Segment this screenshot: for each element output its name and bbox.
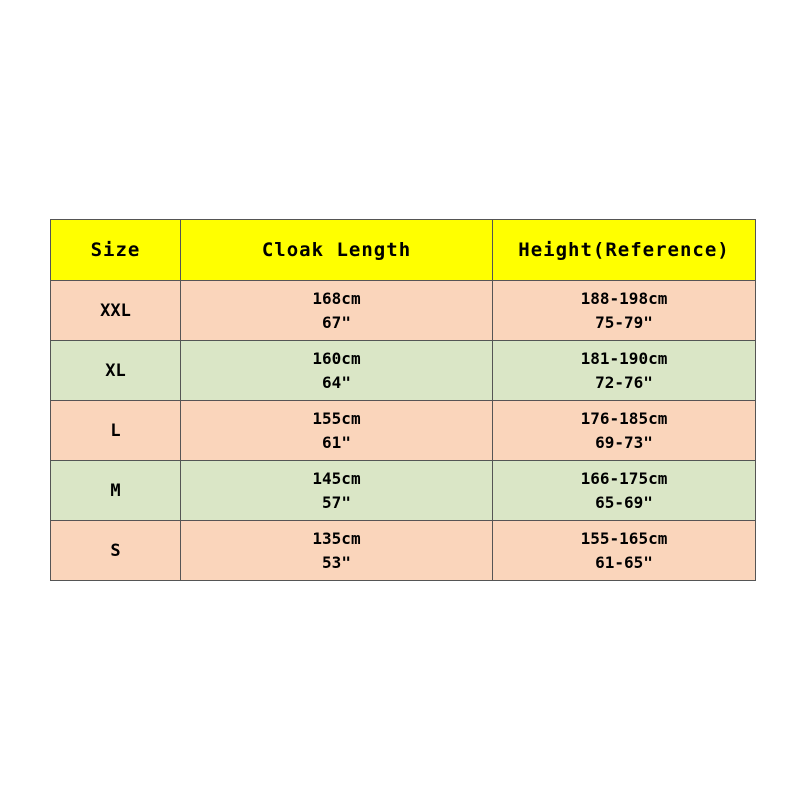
height-cm: 155-165cm [580, 528, 668, 548]
header-height-reference: Height(Reference) [493, 220, 756, 281]
size-cell: L [51, 401, 181, 461]
size-chart-table [50, 219, 756, 581]
length-in: 64" [322, 372, 351, 392]
height-cell [493, 461, 756, 521]
header-cloak-length: Cloak Length [181, 220, 493, 281]
cloak-length-cell [181, 281, 493, 341]
height-cm: 188-198cm [580, 288, 668, 308]
length-in: 61" [322, 432, 351, 452]
header-row [51, 220, 756, 281]
length-cm: 155cm [312, 408, 361, 428]
height-in: 65-69" [595, 492, 653, 512]
length-cm: 160cm [312, 348, 361, 368]
height-cell [493, 401, 756, 461]
size-cell: XL [51, 341, 181, 401]
cloak-length-cell [181, 401, 493, 461]
size-cell: XXL [51, 281, 181, 341]
height-cm: 181-190cm [580, 348, 668, 368]
length-cm: 168cm [312, 288, 361, 308]
length-cm: 135cm [312, 528, 361, 548]
table-row [51, 461, 756, 521]
length-in: 67" [322, 312, 351, 332]
height-in: 75-79" [595, 312, 653, 332]
height-cm: 176-185cm [580, 408, 668, 428]
table-row [51, 401, 756, 461]
height-in: 72-76" [595, 372, 653, 392]
height-cell [493, 341, 756, 401]
size-cell: M [51, 461, 181, 521]
height-cell [493, 281, 756, 341]
height-cell [493, 521, 756, 581]
table-row [51, 341, 756, 401]
height-in: 61-65" [595, 552, 653, 572]
cloak-length-cell [181, 461, 493, 521]
table-row [51, 281, 756, 341]
cloak-length-cell [181, 521, 493, 581]
height-cm: 166-175cm [580, 468, 668, 488]
table-row [51, 521, 756, 581]
cloak-length-cell [181, 341, 493, 401]
length-in: 57" [322, 492, 351, 512]
size-cell: S [51, 521, 181, 581]
header-size: Size [51, 220, 181, 281]
height-in: 69-73" [595, 432, 653, 452]
length-cm: 145cm [312, 468, 361, 488]
length-in: 53" [322, 552, 351, 572]
